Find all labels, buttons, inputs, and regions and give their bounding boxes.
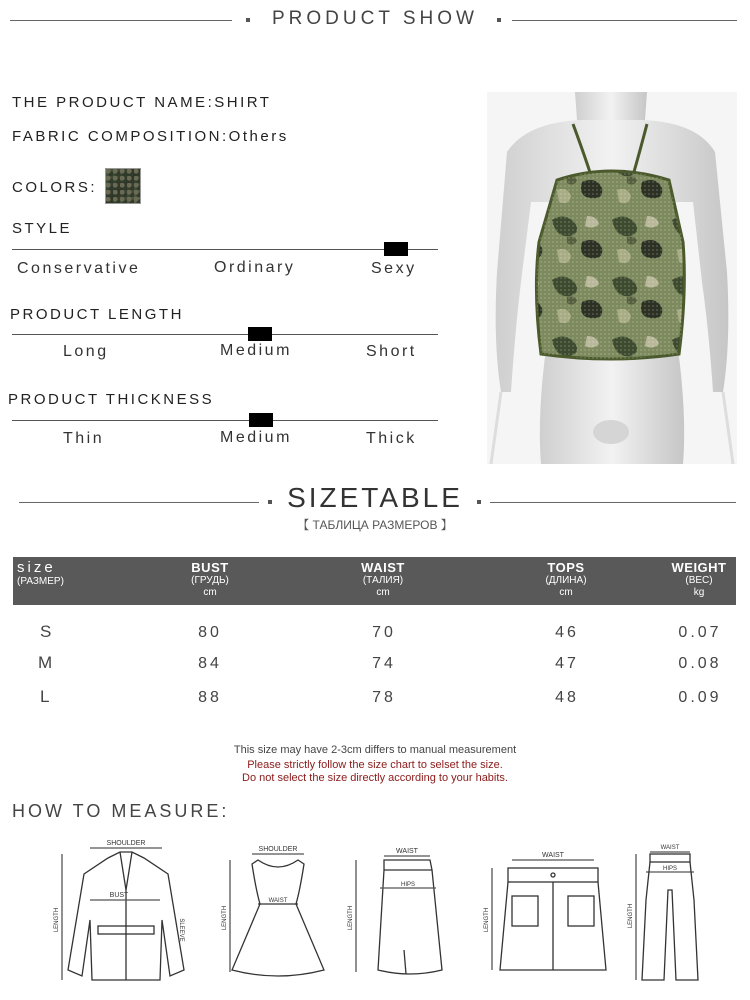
row-m-waist: 74 xyxy=(372,655,396,672)
jacket-bust-label: BUST xyxy=(109,892,129,899)
jacket-length-label: LENGTH xyxy=(54,907,60,933)
product-name: THE PRODUCT NAME:SHIRT xyxy=(12,94,272,111)
skirt-length-label: LENGTH xyxy=(348,905,354,931)
mannequin-illustration xyxy=(487,92,737,464)
pants-hips-label: HIPS xyxy=(662,866,678,872)
col-tops-sub: (ДЛИНА) xyxy=(545,575,587,586)
dress-shoulder-label: SHOULDER xyxy=(258,846,298,853)
col-bust-header xyxy=(170,560,250,599)
sizetable-title: SIZETABLE xyxy=(287,482,463,513)
thickness-option-thick: Thick xyxy=(366,430,417,447)
row-l-bust: 88 xyxy=(198,689,222,706)
skirt-diagram xyxy=(348,848,442,974)
col-size-header xyxy=(17,561,64,589)
col-weight-header xyxy=(659,560,739,599)
pants-diagram xyxy=(628,845,698,980)
style-scale-line xyxy=(12,249,438,250)
size-table-header xyxy=(13,557,736,605)
colors-label: COLORS: xyxy=(12,179,98,196)
col-waist-sub: (ТАЛИЯ) xyxy=(362,575,404,586)
thickness-scale-line xyxy=(12,420,438,421)
jacket-shoulder-label: SHOULDER xyxy=(106,840,146,847)
dress-length-label: LENGTH xyxy=(222,905,228,931)
style-title: STYLE xyxy=(12,220,73,237)
skirt-waist-label: WAIST xyxy=(396,848,418,855)
header-dot-right xyxy=(497,18,501,22)
thickness-option-medium: Medium xyxy=(220,429,292,446)
col-tops-unit: cm xyxy=(559,587,573,598)
thickness-marker xyxy=(249,413,273,427)
skirt-hips-label: HIPS xyxy=(400,882,416,888)
col-weight-unit: kg xyxy=(693,587,705,598)
row-l-weight: 0.09 xyxy=(678,689,722,706)
how-to-measure-title: HOW TO MEASURE: xyxy=(12,801,230,821)
measurement-note: This size may have 2-3cm differs to manual measurement xyxy=(233,744,517,756)
length-option-short: Short xyxy=(366,343,417,360)
col-bust-main: BUST xyxy=(191,560,229,575)
length-marker xyxy=(248,327,272,341)
size-warning-2: Do not select the size directly according to your habits. xyxy=(242,772,508,784)
col-waist-main: WAIST xyxy=(361,560,405,575)
col-waist-unit: cm xyxy=(376,587,390,598)
dress-waist-label: WAIST xyxy=(268,898,288,904)
style-option-ordinary: Ordinary xyxy=(214,259,296,276)
row-s-tops: 46 xyxy=(555,624,579,641)
jacket-diagram xyxy=(54,840,184,980)
length-option-medium: Medium xyxy=(220,342,292,359)
length-option-long: Long xyxy=(63,343,109,360)
sizetable-line-right xyxy=(490,502,736,503)
pants-waist-label: WAIST xyxy=(660,845,680,851)
row-s-weight: 0.07 xyxy=(678,624,722,641)
mini-skirt-length-label: LENGTH xyxy=(484,907,490,933)
row-s-size: S xyxy=(40,622,52,641)
style-option-conservative: Conservative xyxy=(17,260,141,277)
sizetable-subtitle: 【 ТАБЛИЦА РАЗМЕРОВ 】 xyxy=(297,518,453,532)
col-bust-unit: cm xyxy=(203,587,217,598)
mini-skirt-diagram xyxy=(484,852,606,970)
length-scale-line xyxy=(12,334,438,335)
col-tops-main: TOPS xyxy=(547,560,585,575)
thickness-option-thin: Thin xyxy=(63,430,105,447)
row-s-bust: 80 xyxy=(198,624,222,641)
col-tops-header xyxy=(526,560,606,599)
col-weight-sub: (ВЕС) xyxy=(685,575,713,586)
dress-diagram xyxy=(222,846,324,976)
row-m-tops: 47 xyxy=(555,655,579,672)
col-waist-header xyxy=(343,560,423,599)
thickness-title: PRODUCT THICKNESS xyxy=(8,391,215,408)
header-line-right xyxy=(512,20,737,21)
size-warning-1: Please strictly follow the size chart to selset the size. xyxy=(247,759,503,771)
length-title: PRODUCT LENGTH xyxy=(10,306,184,323)
col-bust-sub: (ГРУДЬ) xyxy=(191,575,229,586)
row-s-waist: 70 xyxy=(372,624,396,641)
row-l-tops: 48 xyxy=(555,689,579,706)
jacket-sleeve-label: SLEEVE xyxy=(178,918,184,942)
row-m-size: M xyxy=(38,653,53,672)
pants-length-label: LENGTH xyxy=(628,903,634,929)
col-size-sub: (РАЗМЕР) xyxy=(17,576,64,587)
row-m-weight: 0.08 xyxy=(678,655,722,672)
style-option-sexy: Sexy xyxy=(371,260,417,277)
style-marker xyxy=(384,242,408,256)
fabric-composition: FABRIC COMPOSITION:Others xyxy=(12,128,289,145)
row-l-waist: 78 xyxy=(372,689,396,706)
col-size-main: size xyxy=(17,559,56,576)
col-weight-main: WEIGHT xyxy=(671,560,727,575)
color-swatch-camo[interactable] xyxy=(105,168,141,204)
row-m-bust: 84 xyxy=(198,655,222,672)
row-l-size: L xyxy=(40,687,50,706)
header-title: PRODUCT SHOW xyxy=(272,8,478,29)
sizetable-dot-right xyxy=(477,500,481,504)
product-photo xyxy=(487,92,737,464)
measure-diagrams xyxy=(0,830,750,1000)
mini-skirt-waist-label: WAIST xyxy=(542,852,564,859)
